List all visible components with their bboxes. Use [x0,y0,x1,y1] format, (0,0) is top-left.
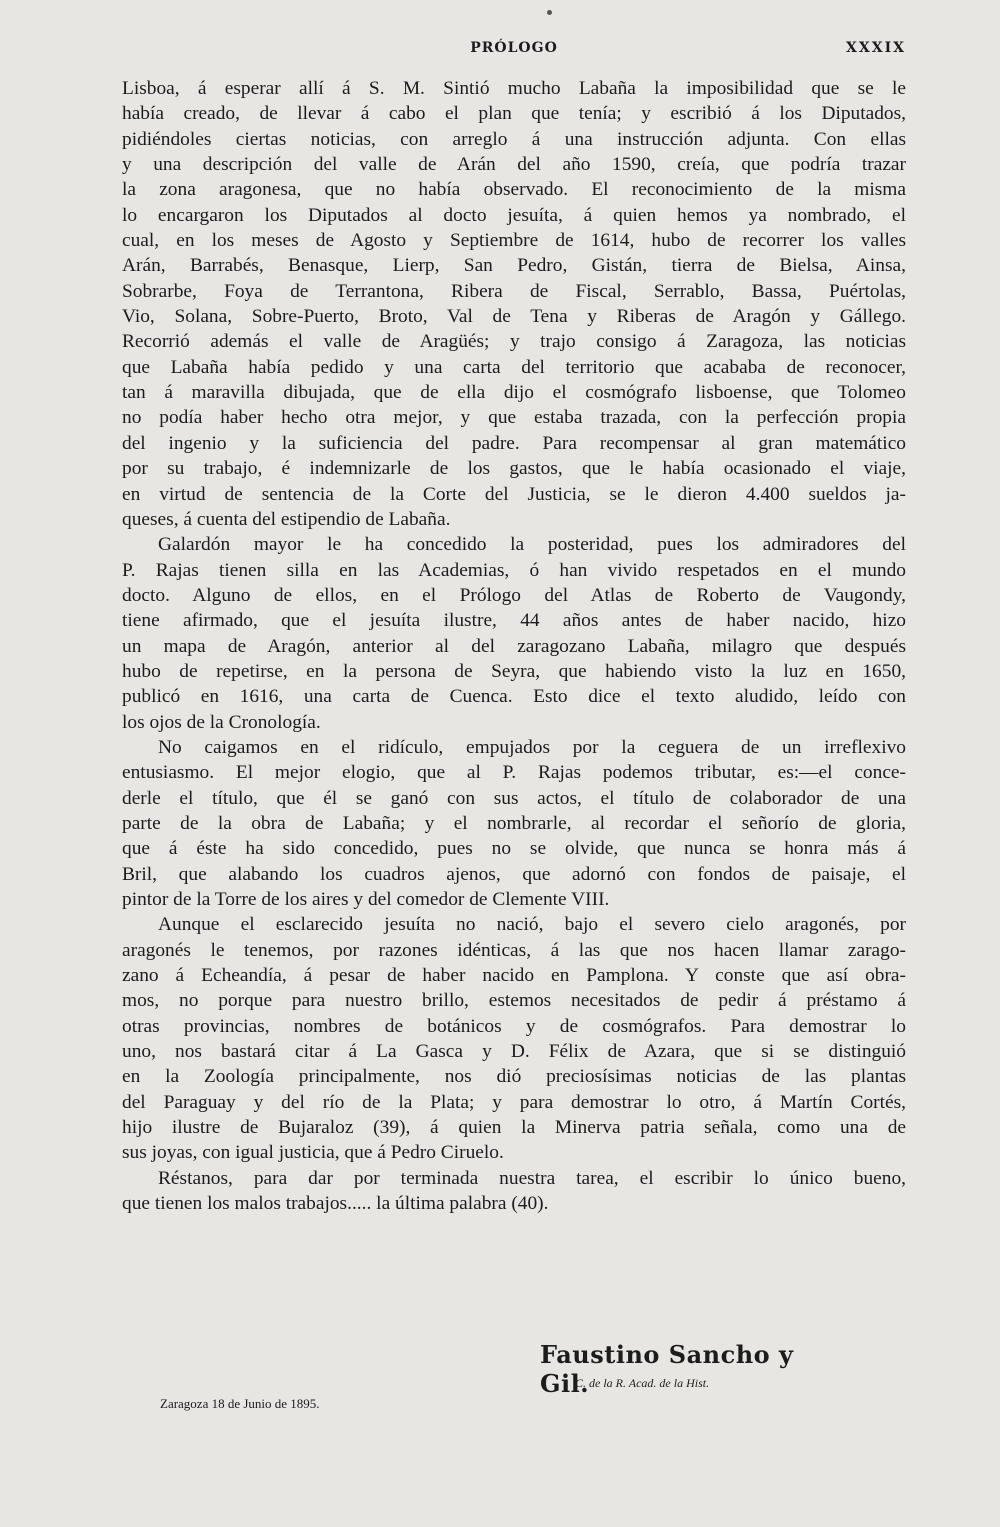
text-line: por su trabajo, é indemnizarle de los gastos, que le había ocasionado el viaje, [122,458,906,480]
text-line: uno, nos bastará citar á La Gasca y D. Félix de Azara, que si se distinguió [122,1041,906,1063]
text-line: pidiéndoles ciertas noticias, con arreglo á una instrucción adjunta. Con ellas [122,128,906,150]
text-line: Sobrarbe, Foya de Terrantona, Ribera de Fiscal, Serrablo, Bassa, Puértolas, [122,280,906,302]
text-line: lo encargaron los Diputados al docto jesuíta, á quien hemos ya nombrado, el [122,204,906,226]
author-affiliation: C. de la R. Acad. de la Hist. [575,1376,710,1390]
paragraph [122,532,906,735]
body-text [122,76,906,1216]
text-line: no podía haber hecho otra mejor, y que estaba trazada, con la perfección propia [122,407,906,429]
text-line: tan á maravilla dibujada, que de ella dijo el cosmógrafo lisboense, que Tolomeo [122,382,906,404]
text-line: tiene afirmado, que el jesuíta ilustre, 44 años antes de haber nacido, hizo [122,610,906,632]
text-line: los ojos de la Cronología. [122,711,321,733]
text-line: Vio, Solana, Sobre-Puerto, Broto, Val de Tena y Riberas de Aragón y Gállego. [122,306,906,328]
text-line: aragonés le tenemos, por razones idénticas, á las que nos hacen llamar zarago- [122,939,906,961]
paragraph [122,735,906,912]
text-line: otras provincias, nombres de botánicos y de cosmógrafos. Para demostrar lo [122,1015,906,1037]
text-line: la zona aragonesa, que no había observado. El reconocimiento de la misma [122,179,906,201]
place-and-date: Zaragoza 18 de Junio de 1895. [160,1396,320,1411]
text-line: publicó en 1616, una carta de Cuenca. Esto dice el texto aludido, leído con [122,686,906,708]
text-line: del Paraguay y del río de la Plata; y para demostrar lo otro, á Martín Cortés, [122,1091,906,1113]
text-line: No caigamos en el ridículo, empujados por la ceguera de un irreflexivo [158,736,906,758]
text-line: y una descripción del valle de Arán del año 1590, creía, que podría trazar [122,154,906,176]
text-line: hijo ilustre de Bujaraloz (39), á quien la Minerva patria señala, como una de [122,1117,906,1139]
text-line: entusiasmo. El mejor elogio, que al P. Rajas podemos tributar, es:—el conce- [122,762,906,784]
text-line: en virtud de sentencia de la Corte del Justicia, se le dieron 4.400 sueldos ja- [122,483,906,505]
paragraph [122,76,906,532]
text-line: un mapa de Aragón, anterior al del zaragozano Labaña, milagro que después [122,635,906,657]
author-signature: Faustino Sancho y Gil. [540,1340,794,1398]
text-line: Arán, Barrabés, Benasque, Lierp, San Pedro, Gistán, tierra de Bielsa, Ainsa, [122,255,906,277]
text-line: derle el título, que él se ganó con sus actos, el título de colaborador de una [122,787,906,809]
text-line: que tienen los malos trabajos..... la última palabra (40). [122,1193,549,1215]
text-line: cual, en los meses de Agosto y Septiembre de 1614, hubo de recorrer los valles [122,230,906,252]
text-line: Réstanos, para dar por terminada nuestra tarea, el escribir lo único bueno, [158,1167,906,1189]
page-number: XXXIX [846,40,906,56]
text-line: pintor de la Torre de los aires y del comedor de Clemente VIII. [122,889,610,910]
paragraph [122,1166,906,1217]
text-line: mos, no porque para nuestro brillo, estemos necesitados de pedir á préstamo á [122,990,906,1012]
paragraph [122,912,906,1165]
text-line: parte de la obra de Labaña; y el nombrarle, al recordar el señorío de gloria, [122,812,906,834]
print-mark [547,10,552,15]
text-line: docto. Alguno de ellos, en el Prólogo del Atlas de Roberto de Vaugondy, [122,584,906,606]
text-line: zano á Echeandía, á pesar de haber nacido en Pamplona. Y conste que así obra- [122,965,906,987]
text-line: en la Zoología principalmente, nos dió preciosísimas noticias de las plantas [122,1066,906,1088]
text-line: que Labaña había pedido y una carta del territorio que acababa de reconocer, [122,356,906,378]
text-line: Lisboa, á esperar allí á S. M. Sintió mucho Labaña la imposibilidad que se le [122,78,906,99]
text-line: hubo de repetirse, en la persona de Seyra, que habiendo visto la luz en 1650, [122,660,906,682]
text-line: Bril, que alabando los cuadros ajenos, que adornó con fondos de paisaje, el [122,863,906,885]
text-line: Galardón mayor le ha concedido la posteridad, pues los admiradores del [158,534,906,556]
running-title: PRÓLOGO [470,40,558,56]
text-line: Recorrió además el valle de Aragüés; y trajo consigo á Zaragoza, las noticias [122,331,906,353]
text-line: sus joyas, con igual justicia, que á Pedro Ciruelo. [122,1142,504,1164]
page-header [122,40,906,60]
text-line: del ingenio y la suficiencia del padre. Para recompensar al gran matemático [122,432,906,454]
text-line: Aunque el esclarecido jesuíta no nació, bajo el severo cielo aragonés, por [158,914,906,936]
text-line: había creado, de llevar á cabo el plan que tenía; y escribió á los Diputados, [122,103,906,125]
text-line: P. Rajas tienen silla en las Academias, ó han vivido respetados en el mundo [122,559,906,581]
text-line: que á éste ha sido concedido, pues no se olvide, que nunca se honra más á [122,838,906,860]
text-line: queses, á cuenta del estipendio de Labaña. [122,508,451,530]
